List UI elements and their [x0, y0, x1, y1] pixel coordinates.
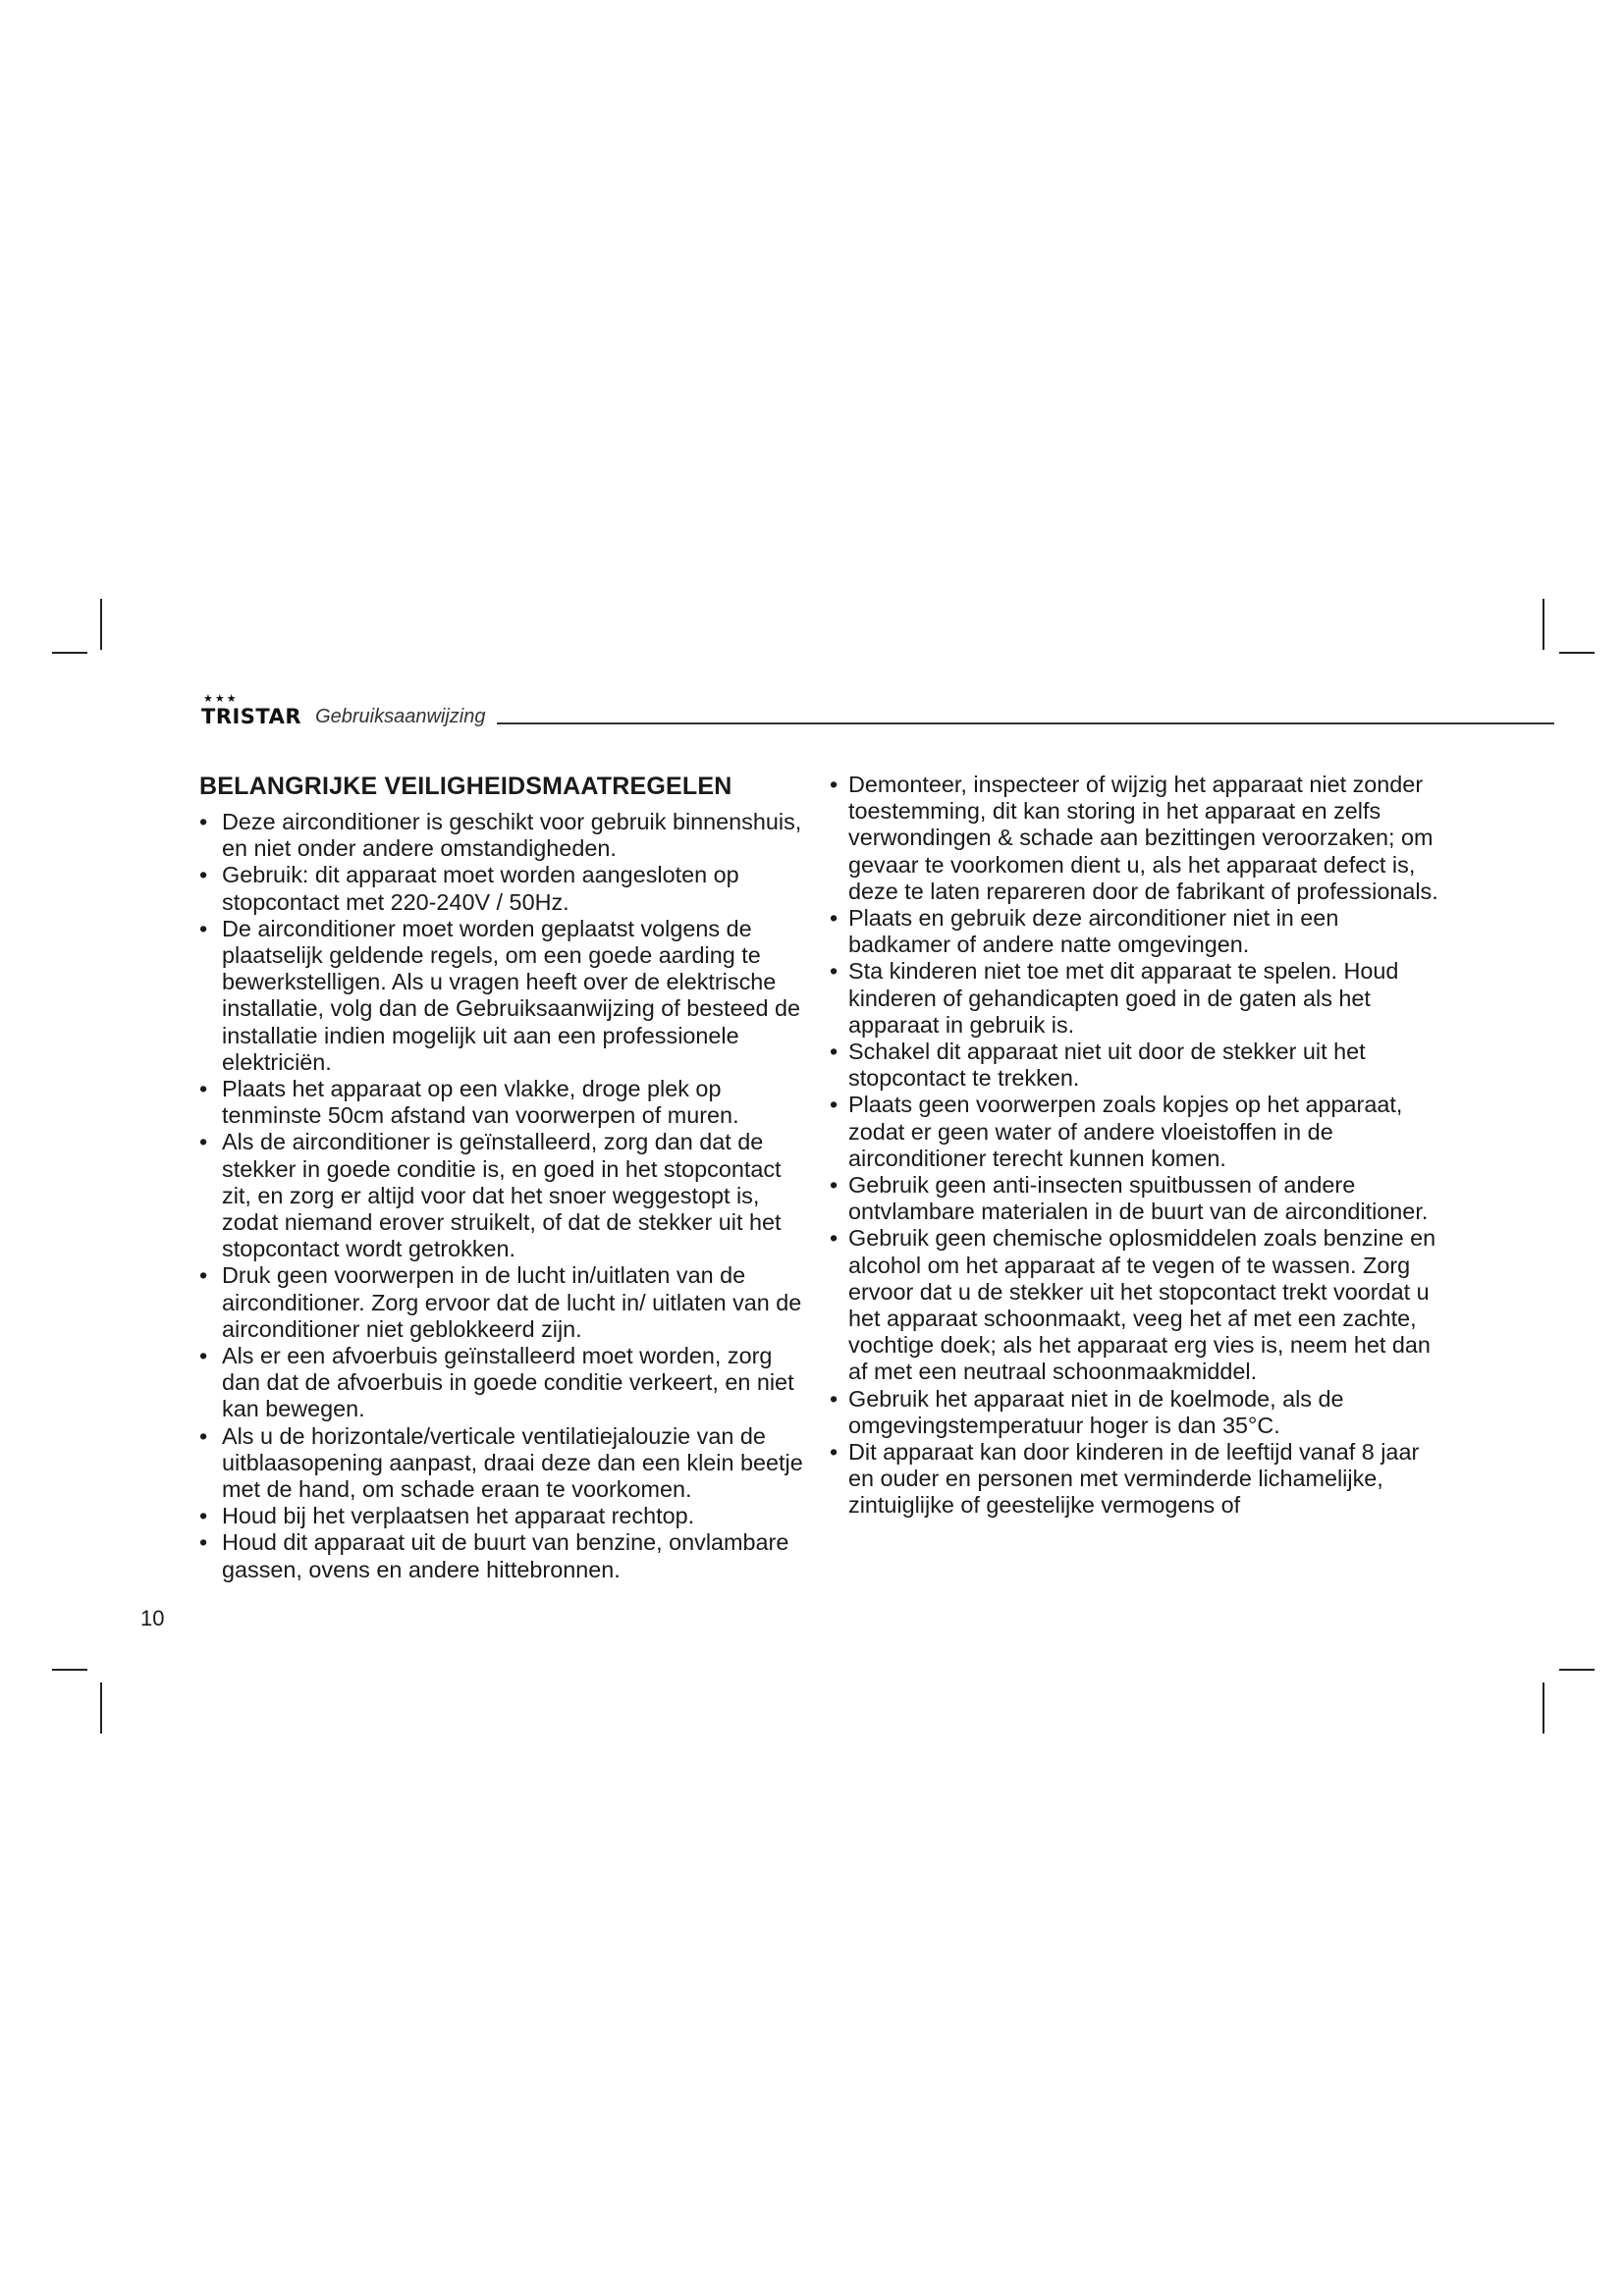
list-item: • Houd bij het verplaatsen het apparaat rechtop.	[199, 1503, 808, 1529]
running-header	[201, 689, 1554, 728]
crop-mark-top-right-vertical	[1543, 599, 1544, 650]
list-item: • Dit apparaat kan door kinderen in de leeftijd vanaf 8 jaar en ouder en personen met verminderde lichamelijke, zintuiglijke of geestelijke vermogens of	[830, 1439, 1443, 1520]
list-item: • Plaats en gebruik deze airconditioner niet in een badkamer of andere natte omgevingen.	[830, 905, 1443, 958]
brand-logo	[201, 694, 301, 728]
list-item: • Sta kinderen niet toe met dit apparaat te spelen. Houd kinderen of gehandicapten goed in de gaten als het apparaat in gebruik is.	[830, 958, 1443, 1039]
list-item: • Druk geen voorwerpen in de lucht in/uitlaten van de airconditioner. Zorg ervoor dat de lucht in/ uitlaten van de airconditioner niet geblokkeerd zijn.	[199, 1262, 808, 1343]
page-number: 10	[140, 1606, 165, 1630]
header-rule	[497, 722, 1554, 724]
left-column	[199, 772, 808, 1583]
safety-list-right	[830, 772, 1443, 1520]
brand-name: TRISTAR	[201, 705, 302, 728]
list-item: • Demonteer, inspecteer of wijzig het apparaat niet zonder toestemming, dit kan storing in het apparaat en zelfs verwondingen & schade aan bezittingen veroorzaken; om gevaar te voorkomen dient u, als het apparaat defect is, deze te laten repareren door de fabrikant of professionals.	[830, 772, 1443, 905]
list-item: • Gebruik geen anti-insecten spuitbussen of andere ontvlambare materialen in de buurt van de airconditioner.	[830, 1172, 1443, 1225]
crop-mark-bottom-left-horizontal	[52, 1669, 87, 1671]
crop-mark-top-left-horizontal	[52, 652, 87, 654]
crop-mark-bottom-right-horizontal	[1559, 1669, 1595, 1671]
list-item: • Gebruik het apparaat niet in de koelmode, als de omgevingstemperatuur hoger is dan 35°C.	[830, 1386, 1443, 1439]
manual-title: Gebruiksaanwijzing	[315, 706, 486, 727]
safety-list-left	[199, 809, 808, 1583]
section-title: BELANGRIJKE VEILIGHEIDSMAATREGELEN	[199, 773, 732, 800]
list-item: • Deze airconditioner is geschikt voor gebruik binnenshuis, en niet onder andere omstandigheden.	[199, 809, 808, 862]
list-item: • Als er een afvoerbuis geïnstalleerd moet worden, zorg dan dat de afvoerbuis in goede conditie verkeert, en niet kan bewegen.	[199, 1343, 808, 1423]
right-column	[830, 772, 1443, 1520]
list-item: • Als u de horizontale/verticale ventilatiejalouzie van de uitblaasopening aanpast, draai deze dan een klein beetje met de hand, om schade eraan te voorkomen.	[199, 1423, 808, 1504]
list-item: • Plaats geen voorwerpen zoals kopjes op het apparaat, zodat er geen water of andere vloeistoffen in de airconditioner terecht kunnen komen.	[830, 1092, 1443, 1172]
crop-mark-bottom-right-vertical	[1543, 1682, 1544, 1734]
list-item: • Houd dit apparaat uit de buurt van benzine, onvlambare gassen, ovens en andere hittebronnen.	[199, 1529, 808, 1582]
crop-mark-top-left-vertical	[100, 599, 102, 650]
list-item: • Als de airconditioner is geïnstalleerd, zorg dan dat de stekker in goede conditie is, en goed in het stopcontact zit, en zorg er altijd voor dat het snoer weggestopt is, zodat niemand erover struikelt, of dat de stekker uit het stopcontact wordt getrokken.	[199, 1129, 808, 1262]
crop-mark-bottom-left-vertical	[100, 1682, 102, 1734]
brand-stars: ★★★	[203, 693, 239, 705]
list-item: • Gebruik: dit apparaat moet worden aangesloten op stopcontact met 220-240V / 50Hz.	[199, 862, 808, 915]
list-item: • De airconditioner moet worden geplaatst volgens de plaatselijk geldende regels, om een goede aarding te bewerkstelligen. Als u vragen heeft over de elektrische installatie, volg dan de Gebruiksaanwijzing of besteed de installatie indien mogelijk uit aan een professionele elektriciën.	[199, 916, 808, 1076]
list-item: • Schakel dit apparaat niet uit door de stekker uit het stopcontact te trekken.	[830, 1039, 1443, 1092]
list-item: • Gebruik geen chemische oplosmiddelen zoals benzine en alcohol om het apparaat af te vegen of te wassen. Zorg ervoor dat u de stekker uit het stopcontact trekt voordat u het apparaat schoonmaakt, veeg het af met een zachte, vochtige doek; als het apparaat erg vies is, neem het dan af met een neutraal schoonmaakmiddel.	[830, 1225, 1443, 1385]
crop-mark-top-right-horizontal	[1559, 652, 1595, 654]
list-item: • Plaats het apparaat op een vlakke, droge plek op tenminste 50cm afstand van voorwerpen of muren.	[199, 1076, 808, 1129]
